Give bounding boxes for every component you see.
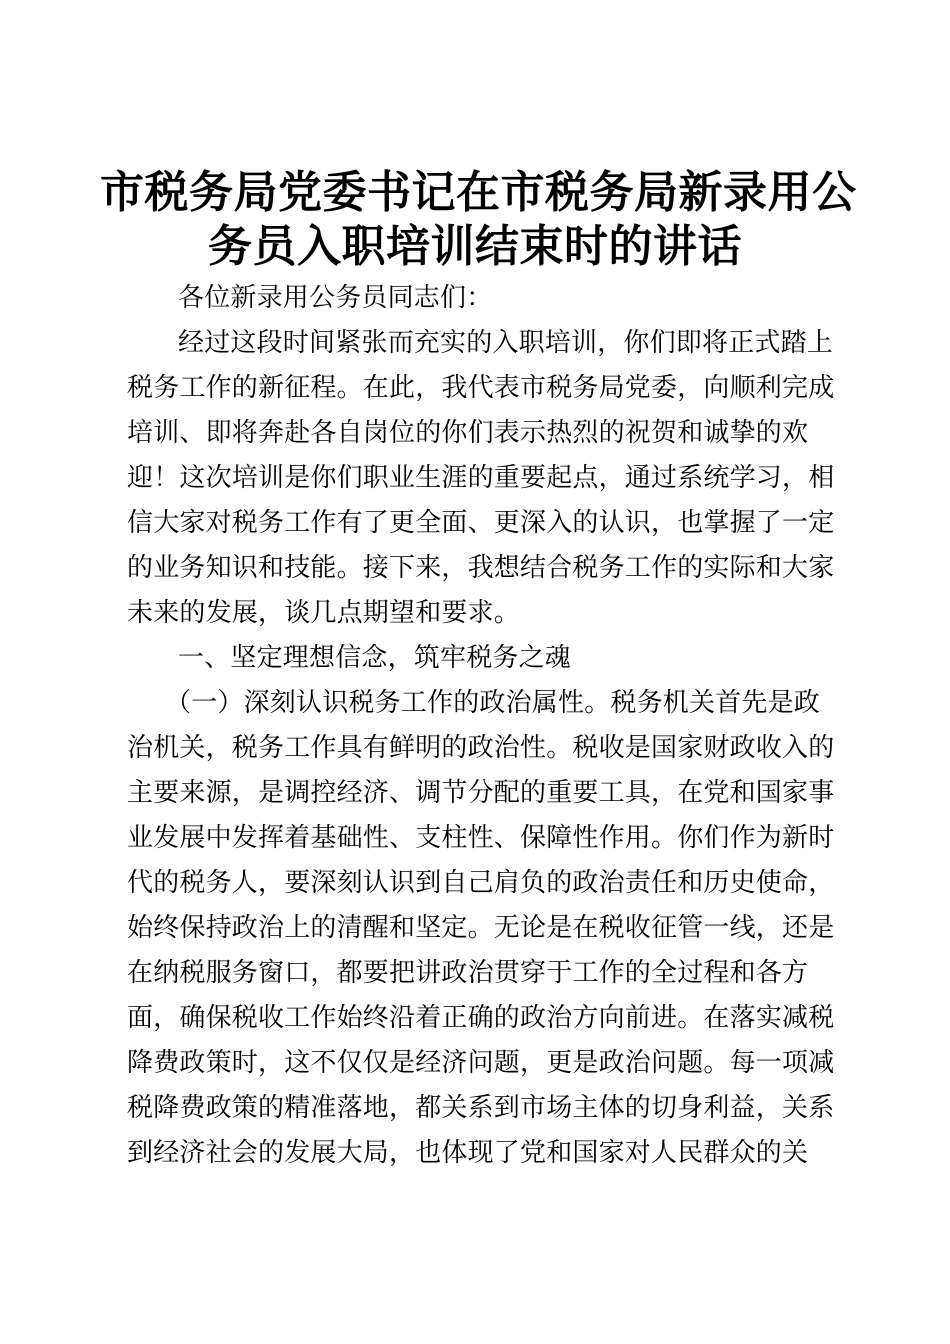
document-title-line-2: 务员入职培训结束时的讲话 xyxy=(208,221,742,272)
paragraph-line: 税务工作的新征程。在此，我代表市税务局党委，向顺利完成 xyxy=(127,373,835,403)
paragraph-line: 始终保持政治上的清醒和坚定。无论是在税收征管一线，还是 xyxy=(127,913,835,943)
paragraph-line: 未来的发展，谈几点期望和要求。 xyxy=(127,598,521,628)
paragraph-line: 主要来源，是调控经济、调节分配的重要工具，在党和国家事 xyxy=(127,778,835,808)
paragraph-line: 到经济社会的发展大局，也体现了党和国家对人民群众的关 xyxy=(127,1138,809,1168)
paragraph-line: 培训、即将奔赴各自岗位的你们表示热烈的祝贺和诚挚的欢 xyxy=(127,418,809,448)
paragraph-line: 业发展中发挥着基础性、支柱性、保障性作用。你们作为新时 xyxy=(127,823,835,853)
paragraph-line: 经过这段时间紧张而充实的入职培训，你们即将正式踏上 xyxy=(178,328,834,358)
salutation: 各位新录用公务员同志们： xyxy=(178,283,493,313)
paragraph-line: 代的税务人，要深刻认识到自己肩负的政治责任和历史使命， xyxy=(127,868,835,898)
paragraph-line: 信大家对税务工作有了更全面、更深入的认识，也掌握了一定 xyxy=(127,508,835,538)
paragraph-line: 面，确保税收工作始终沿着正确的政治方向前进。在落实减税 xyxy=(127,1003,835,1033)
document-title-line-1: 市税务局党委书记在市税务局新录用公 xyxy=(100,167,857,218)
paragraph-line: 的业务知识和技能。接下来，我想结合税务工作的实际和大家 xyxy=(127,553,835,583)
paragraph-line: 在纳税服务窗口，都要把讲政治贯穿于工作的全过程和各方 xyxy=(127,958,809,988)
section-heading: 一、坚定理想信念，筑牢税务之魂 xyxy=(178,643,572,673)
paragraph-line: 治机关，税务工作具有鲜明的政治性。税收是国家财政收入的 xyxy=(127,733,835,763)
paragraph-line: （一）深刻认识税务工作的政治属性。税务机关首先是政 xyxy=(165,688,821,718)
paragraph-line: 税降费政策的精准落地，都关系到市场主体的切身利益，关系 xyxy=(127,1093,835,1123)
paragraph-line: 迎！这次培训是你们职业生涯的重要起点，通过系统学习，相 xyxy=(127,463,835,493)
paragraph-line: 降费政策时，这不仅仅是经济问题，更是政治问题。每一项减 xyxy=(127,1048,835,1078)
